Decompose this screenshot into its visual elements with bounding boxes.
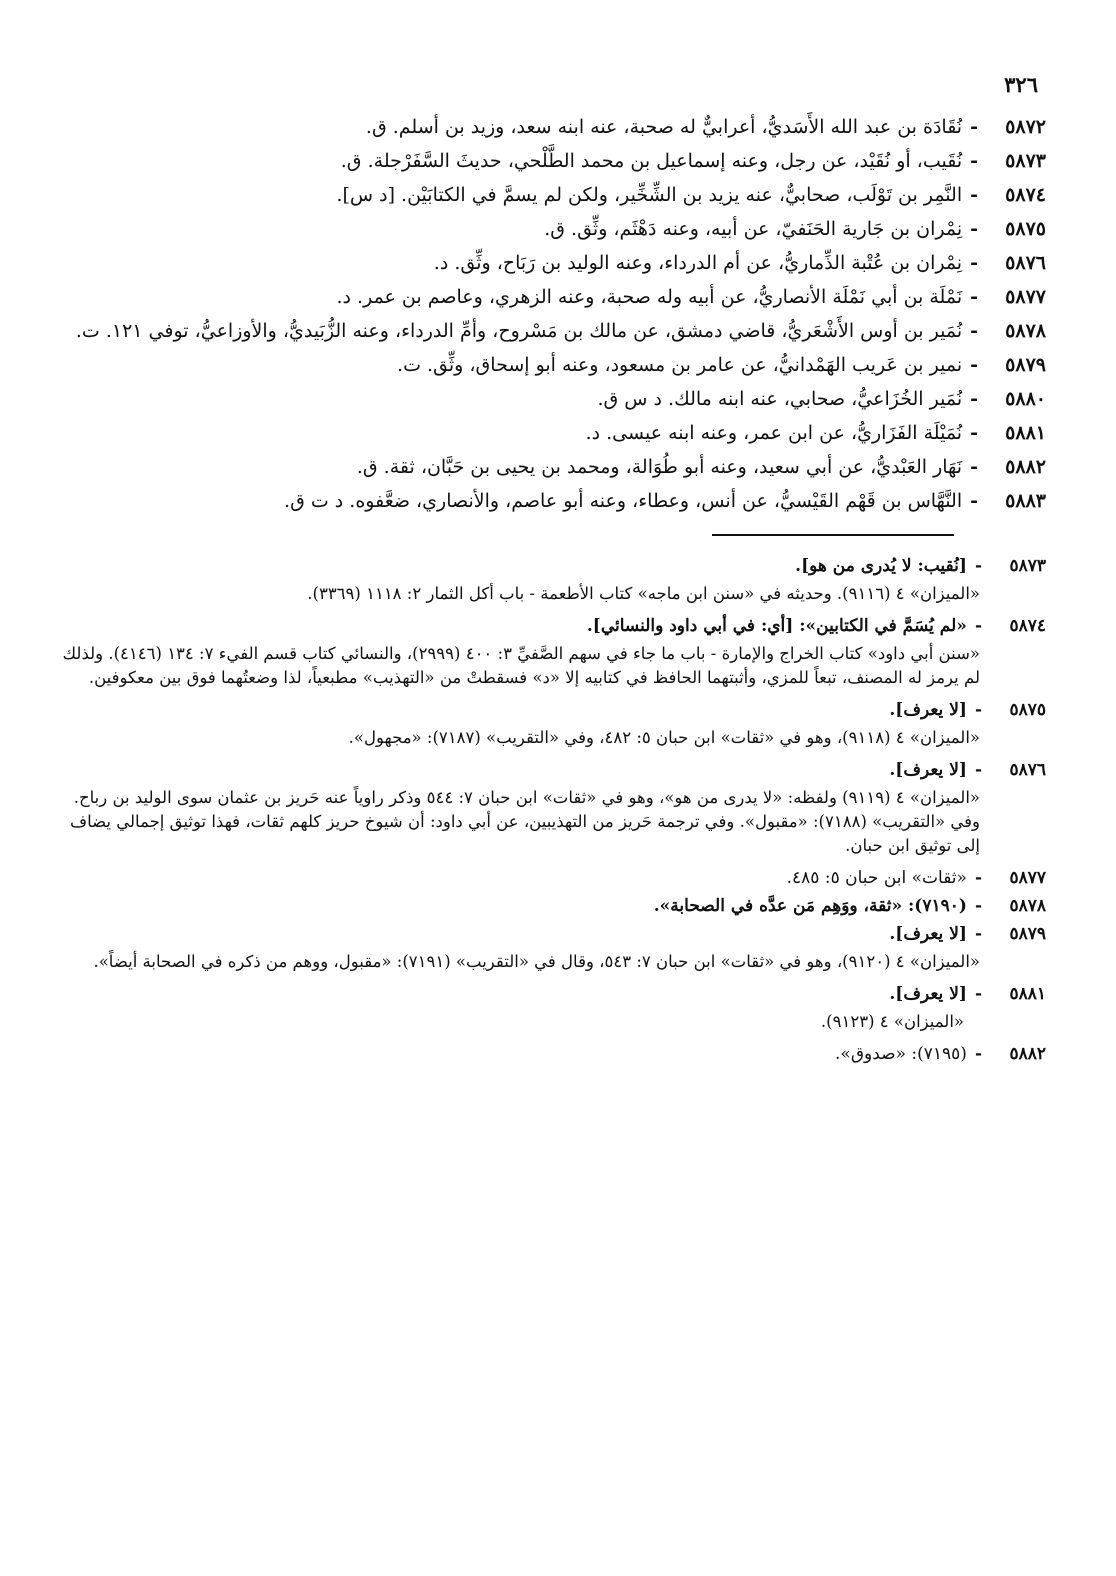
footnote-heading: ٥٨٧٣-[نُقيب: لا يُدرى من هو]. [795,556,1046,576]
footnote-body: «سنن أبي داود» كتاب الخراج والإمارة - باب ما جاء في سهم الصَّفيِّ ٣: ٤٠٠ (٢٩٩٩)، والنسائي كتاب قسم الفيء ٧: ١٣٤ (٤١٤٦). ولذلك لم يرمز له المصنف، تبعاً للمزي، وأثبتهما الحافظ في كتابيه إلا «د» فسقطتْ من «التهذيب» مطبعياً، لذا وضعتُهما فوق بين معكوفين. [62,644,980,687]
footnote-heading: ٥٨٧٥-[لا يعرف]. [889,700,1046,720]
footnote-heading: ٥٨٧٨-(٧١٩٠): «ثقة، ووَهِم مَن عدَّه في الصحابة». [653,896,1046,916]
entry: ٥٨٧٣-نُقَيب، أو نُقَيْد، عن رجل، وعنه إسماعيل بن محمد الطَّلْحي، حديثَ السَّفَرْجلة. ق. [340,150,1046,172]
footnote-heading: ٥٨٨١-[لا يعرف]. [889,984,1046,1004]
footnote-heading: ٥٨٧٧-«ثقات» ابن حبان ٥: ٤٨٥. [786,868,1046,888]
footnote-number: ٥٨٧٩ [1009,924,1046,944]
entry-text: نِمْران بن جَارية الحَنَفيّ، عن أبيه، وعنه دَهْثَم، وثِّق. ق. [544,218,963,240]
entry-text: نُقَادَة بن عبد الله الأَسَديُّ، أعرابيٌّ له صحبة، عنه ابنه سعد، وزيد بن أسلم. ق. [365,116,963,138]
entry-number: ٥٨٧٢ [1005,116,1046,138]
entry: ٥٨٧٦-نِمْران بن عُتْبة الذِّماريُّ، عن أم الدرداء، وعنه الوليد بن رَبَاح، وثِّق. د. [433,252,1046,274]
entry-text: نَهَار العَبْديُّ، عن أبي سعيد، وعنه أبو طُوَالة، ومحمد بن يحيى بن حَبَّان، ثقة. ق. [356,456,963,478]
entry-number: ٥٨٧٨ [1005,320,1046,342]
entry-text: نَمْلَة بن أبي نَمْلَة الأنصاريُّ، عن أبيه وله صحبة، وعنه الزهري، وعاصم بن عمر. د. [336,286,963,308]
entry: ٥٨٧٤-النَّمِر بن تَوْلَب، صحابيٌّ، عنه يزيد بن الشِّخِّير، ولكن لم يسمَّ في الكتابَيْن. [د س]. [336,184,1046,206]
footnote-number: ٥٨٧٤ [1009,616,1046,636]
footnote-heading: ٥٨٧٩-[لا يعرف]. [889,924,1046,944]
entry: ٥٨٧٥-نِمْران بن جَارية الحَنَفيّ، عن أبيه، وعنه دَهْثَم، وثِّق. ق. [544,218,1046,240]
entry-number: ٥٨٨٠ [1005,388,1046,410]
entry: ٥٨٨١-نُمَيْلَة الفَزَاريُّ، عن ابن عمر، وعنه ابنه عيسى. د. [585,422,1046,444]
entry: ٥٨٧٧-نَمْلَة بن أبي نَمْلَة الأنصاريُّ، عن أبيه وله صحبة، وعنه الزهري، وعاصم بن عمر. د. [336,286,1046,308]
entry-number: ٥٨٧٦ [1005,252,1046,274]
entry-text: النَّمِر بن تَوْلَب، صحابيٌّ، عنه يزيد بن الشِّخِّير، ولكن لم يسمَّ في الكتابَيْن. [د س]. [336,184,963,206]
footnote-body: «الميزان» ٤ (٩١١٩) ولفظه: «لا يدرى من هو»، وهو في «ثقات» ابن حبان ٧: ٥٤٤ وذكر راوياً عنه حَريز بن عثمان سوى الوليد بن رباح. وفي «التقريب» (٧١٨٨): «مقبول». وفي ترجمة حَريز من التهذيبين، عن أبي داود: أن شيوخ حريز كلهم ثقات، فهذا توثيق إجمالي يضاف إلى توثيق ابن حبان. [69,788,980,855]
footnote-heading: ٥٨٧٤-«لم يُسَمَّ في الكتابين»: [أي: في أبي داود والنسائي]. [586,616,1046,636]
footnote-head-text: (٧١٩٠): «ثقة، ووَهِم مَن عدَّه في الصحابة». [653,896,967,916]
footnote-head-text: [لا يعرف]. [889,984,967,1004]
entry: ٥٨٨٢-نَهَار العَبْديُّ، عن أبي سعيد، وعنه أبو طُوَالة، ومحمد بن يحيى بن حَبَّان، ثقة. ق. [356,456,1046,478]
entry-number: ٥٨٧٣ [1005,150,1046,172]
entry: ٥٨٨٠-نُمَير الخُزَاعيُّ، صحابي، عنه ابنه مالك. د س ق. [597,388,1046,410]
footnote-divider [712,534,954,536]
entry-number: ٥٨٨٢ [1005,456,1046,478]
entry-text: النَّهَّاس بن قَهْم القَيْسيُّ، عن أنس، وعطاء، وعنه أبو عاصم، والأنصاري، ضعَّفوه. د ت ق. [284,490,963,512]
footnote-head-text: [لا يعرف]. [889,760,967,780]
entry: ٥٨٧٨-نُمَير بن أوس الأَشْعَريُّ، قاضي دمشق، عن مالك بن مَسْروح، وأمِّ الدرداء، وعنه الزُّبَيديُّ، والأوزاعيُّ، توفي ١٢١. ت. [75,320,1046,342]
footnote-number: ٥٨٧٣ [1009,556,1046,576]
entry-number: ٥٨٧٤ [1005,184,1046,206]
footnote-number: ٥٨٧٨ [1009,896,1046,916]
entry-number: ٥٨٨٣ [1005,490,1046,512]
footnote-body: «الميزان» ٤ (٩١٢٣). [820,1012,964,1031]
entry: ٥٨٧٢-نُقَادَة بن عبد الله الأَسَديُّ، أعرابيٌّ له صحبة، عنه ابنه سعد، وزيد بن أسلم. ق. [365,116,1046,138]
entry-number: ٥٨٧٥ [1005,218,1046,240]
footnote-head-text: [لا يعرف]. [889,924,967,944]
footnote-heading: ٥٨٧٦-[لا يعرف]. [889,760,1046,780]
footnote-body: «الميزان» ٤ (٩١١٨)، وهو في «ثقات» ابن حبان ٥: ٤٨٢، وفي «التقريب» (٧١٨٧): «مجهول». [348,728,980,747]
entry-text: نمير بن عَريب الهَمْدانيُّ، عن عامر بن مسعود، وعنه أبو إسحاق، وثِّق. ت. [397,354,963,376]
entry-text: نُمَير الخُزَاعيُّ، صحابي، عنه ابنه مالك. د س ق. [597,388,963,410]
footnotes [62,554,1046,1066]
entry-text: نِمْران بن عُتْبة الذِّماريُّ، عن أم الدرداء، وعنه الوليد بن رَبَاح، وثِّق. د. [433,252,963,274]
footnote-number: ٥٨٧٥ [1009,700,1046,720]
page-number: ٣٢٦ [1004,72,1038,97]
entries [62,114,1046,514]
footnote-body: «الميزان» ٤ (٩١١٦). وحديثه في «سنن ابن ماجه» كتاب الأطعمة - باب أكل الثمار ٢: ١١١٨ (٣٣٦٩). [307,584,980,603]
entry-number: ٥٨٧٧ [1005,286,1046,308]
entry: ٥٨٨٣-النَّهَّاس بن قَهْم القَيْسيُّ، عن أنس، وعطاء، وعنه أبو عاصم، والأنصاري، ضعَّفوه. د ت ق. [284,490,1046,512]
footnote-number: ٥٨٧٧ [1009,868,1046,888]
footnote-number: ٥٨٨٢ [1009,1044,1046,1064]
entry-number: ٥٨٨١ [1005,422,1046,444]
footnote-head-text: [نُقيب: لا يُدرى من هو]. [795,556,967,576]
footnote-head-text: (٧١٩٥): «صدوق». [835,1044,967,1064]
entry-number: ٥٨٧٩ [1005,354,1046,376]
footnote-head-text: [لا يعرف]. [889,700,967,720]
footnote-number: ٥٨٨١ [1009,984,1046,1004]
entry-text: نُمَيْلَة الفَزَاريُّ، عن ابن عمر، وعنه ابنه عيسى. د. [585,422,963,444]
footnote-head-text: «لم يُسَمَّ في الكتابين»: [أي: في أبي داود والنسائي]. [586,616,967,636]
entry: ٥٨٧٩-نمير بن عَريب الهَمْدانيُّ، عن عامر بن مسعود، وعنه أبو إسحاق، وثِّق. ت. [397,354,1046,376]
footnote-number: ٥٨٧٦ [1009,760,1046,780]
footnote-head-text: «ثقات» ابن حبان ٥: ٤٨٥. [786,868,967,888]
entry-text: نُقَيب، أو نُقَيْد، عن رجل، وعنه إسماعيل بن محمد الطَّلْحي، حديثَ السَّفَرْجلة. ق. [340,150,963,172]
footnote-heading: ٥٨٨٢-(٧١٩٥): «صدوق». [835,1044,1046,1064]
entry-text: نُمَير بن أوس الأَشْعَريُّ، قاضي دمشق، عن مالك بن مَسْروح، وأمِّ الدرداء، وعنه الزُّبَيديُّ، والأوزاعيُّ، توفي ١٢١. ت. [75,320,963,342]
footnote-body: «الميزان» ٤ (٩١٢٠)، وهو في «ثقات» ابن حبان ٧: ٥٤٣، وقال في «التقريب» (٧١٩١): «مقبول، ووهم من ذكره في الصحابة أيضاً». [93,952,980,971]
